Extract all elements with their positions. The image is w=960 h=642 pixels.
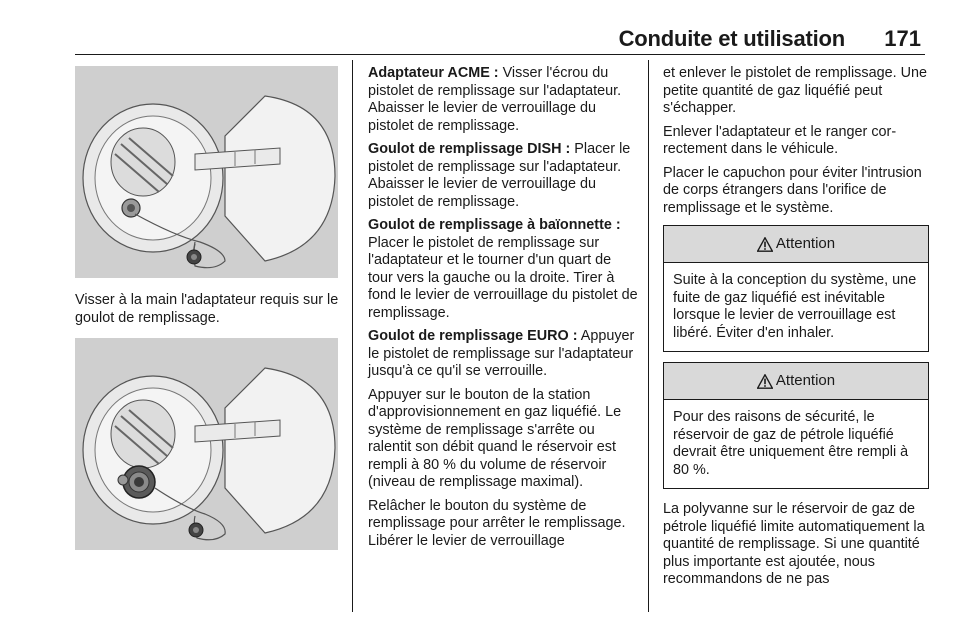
warning-triangle-icon bbox=[757, 237, 773, 252]
warning-header bbox=[664, 226, 928, 263]
right-column bbox=[663, 65, 929, 595]
illustration-filler-neck bbox=[75, 66, 338, 278]
paragraph-cap: Placer le capuchon pour éviter l'intrusion de corps étrangers dans l'orifice de remplissage et le système. bbox=[663, 164, 922, 216]
header-divider bbox=[75, 54, 925, 55]
paragraph-dish: Goulot de remplissage DISH : Placer le pistolet de remplissage sur l'adaptateur. Abaisser le levier de verrouillage du pistolet de remplissage. bbox=[368, 141, 631, 210]
warning-text: Pour des raisons de sécurité, le réservoir de gaz de pétrole liquéfié devrait être uniquement être rempli à 80 %. bbox=[673, 409, 909, 478]
warning-box-fill-level bbox=[663, 362, 929, 489]
warning-text: Suite à la conception du système, une fuite de gaz liquéfié est inévitable lorsque le levier de verrouillage est libéré. Éviter d'en inhaler. bbox=[673, 272, 917, 341]
paragraph-euro: Goulot de remplissage EURO : Appuyer le pistolet de remplissage sur l'adaptateur jusqu'à ce qu'il se verrouille. bbox=[368, 328, 635, 379]
paragraph-station-button: Appuyer sur le bouton de la station d'approvisionnement en gaz liquéfié. Le système de remplissage s'arrête ou ralentit son débit quand le réservoir est rempli à 80 % du volume de réservoir (niveau de remplissage maximal). bbox=[368, 386, 622, 490]
warning-box-leak bbox=[663, 225, 929, 352]
middle-column bbox=[368, 65, 638, 556]
column-divider-left bbox=[352, 60, 353, 612]
paragraph-remove-nozzle: et enlever le pistolet de remplissage. Une petite quantité de gaz liquéfié peut s'échapper. bbox=[663, 65, 927, 116]
illustration-adapter-fitted bbox=[75, 338, 338, 550]
term-bayonet: Goulot de remplissage à baïonnette : bbox=[368, 217, 621, 233]
paragraph-release: Relâcher le bouton du système de remplissage pour arrêter le remplissage. Libérer le levier de verrouillage bbox=[368, 497, 626, 549]
paragraph-store-adapter: Enlever l'adaptateur et le ranger correctement dans le véhicule. bbox=[663, 123, 897, 157]
column-divider-right bbox=[648, 60, 649, 612]
term-acme: Adaptateur ACME : bbox=[368, 65, 499, 81]
paragraph-bayonet: Goulot de remplissage à baïonnette : Placer le pistolet de remplissage sur l'adaptateur et le tourner d'un quart de tour vers la gauche ou la droite. Tirer à fond le levier de verrouillage du pistolet de remplissage. bbox=[368, 217, 638, 321]
paragraph-acme: Adaptateur ACME : Visser l'écrou du pistolet de remplissage sur l'adaptateur. Abaisser le levier de verrouillage du pistolet de remplissage. bbox=[368, 65, 622, 134]
filler-adapter-drawing bbox=[75, 338, 338, 550]
warning-triangle-icon bbox=[757, 374, 773, 389]
page-number: 171 bbox=[884, 26, 921, 51]
filler-flap-drawing bbox=[75, 66, 338, 278]
warning-title: Attention bbox=[775, 235, 836, 253]
figure-caption: Visser à la main l'adaptateur requis sur le goulot de remplissage. bbox=[75, 292, 339, 326]
paragraph-multivalve: La polyvanne sur le réservoir de gaz de pétrole liquéfié limite automatiquement la quantité de remplissage. Si une quantité plus importante est ajoutée, nous recommandons de ne pas bbox=[663, 501, 925, 587]
warning-title: Attention bbox=[775, 372, 836, 390]
term-dish: Goulot de remplissage DISH : bbox=[368, 141, 571, 157]
page-header bbox=[75, 26, 925, 54]
warning-header bbox=[664, 363, 928, 400]
page-title: Conduite et utilisation bbox=[618, 26, 845, 51]
term-euro: Goulot de remplissage EURO : bbox=[368, 328, 578, 344]
